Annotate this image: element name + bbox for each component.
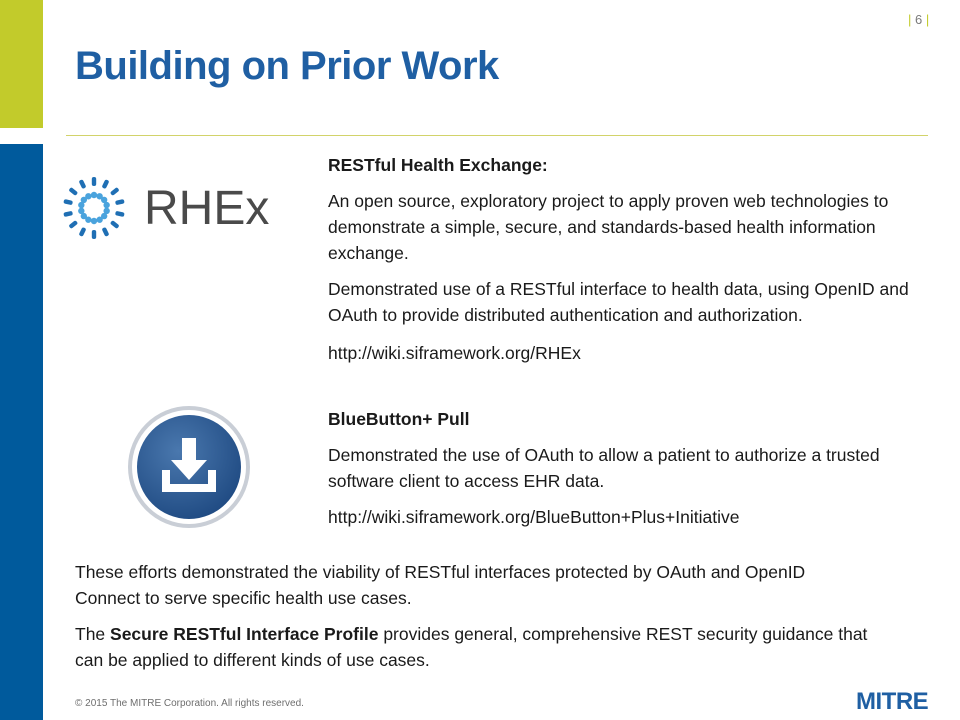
rhex-section (328, 152, 928, 366)
rhex-logo (58, 172, 290, 244)
bluebutton-heading: BlueButton+ Pull (328, 409, 470, 429)
bluebutton-description: Demonstrated the use of OAuth to allow a patient to authorize a trusted software client to access EHR data. (328, 445, 880, 491)
starburst-icon (63, 177, 125, 239)
summary-paragraph-1: These efforts demonstrated the viability of RESTful interfaces protected by OAuth and OpenID Connect to serve specific health use cases. (75, 562, 806, 608)
summary-paragraph-2: The Secure RESTful Interface Profile provides general, comprehensive REST security guidance that can be applied to different kinds of use cases. (75, 624, 868, 670)
bluebutton-section (328, 406, 928, 530)
bluebutton-logo (126, 404, 252, 530)
rhex-description: An open source, exploratory project to apply proven web technologies to demonstrate a simple, secure, and standards-based health information exchange. (328, 191, 889, 263)
summary-section (75, 559, 875, 673)
accent-bar-green (0, 0, 43, 128)
rhex-logo-text: RHEx (144, 182, 270, 235)
mitre-logo: MITRE (856, 688, 929, 715)
accent-bar-blue (0, 144, 43, 720)
rhex-demonstration: Demonstrated use of a RESTful interface to health data, using OpenID and OAuth to provide distributed authentication and authorization. (328, 279, 909, 325)
rhex-link[interactable]: http://wiki.siframework.org/RHEx (328, 343, 581, 363)
rhex-heading: RESTful Health Exchange: (328, 155, 548, 175)
bluebutton-link[interactable]: http://wiki.siframework.org/BlueButton+Plus+Initiative (328, 507, 740, 527)
copyright-footer: © 2015 The MITRE Corporation. All rights reserved. (75, 698, 304, 709)
page-number: | 6 | (908, 12, 930, 27)
title-divider (66, 135, 928, 136)
slide-title: Building on Prior Work (75, 44, 499, 88)
profile-name: Secure RESTful Interface Profile (110, 624, 379, 644)
